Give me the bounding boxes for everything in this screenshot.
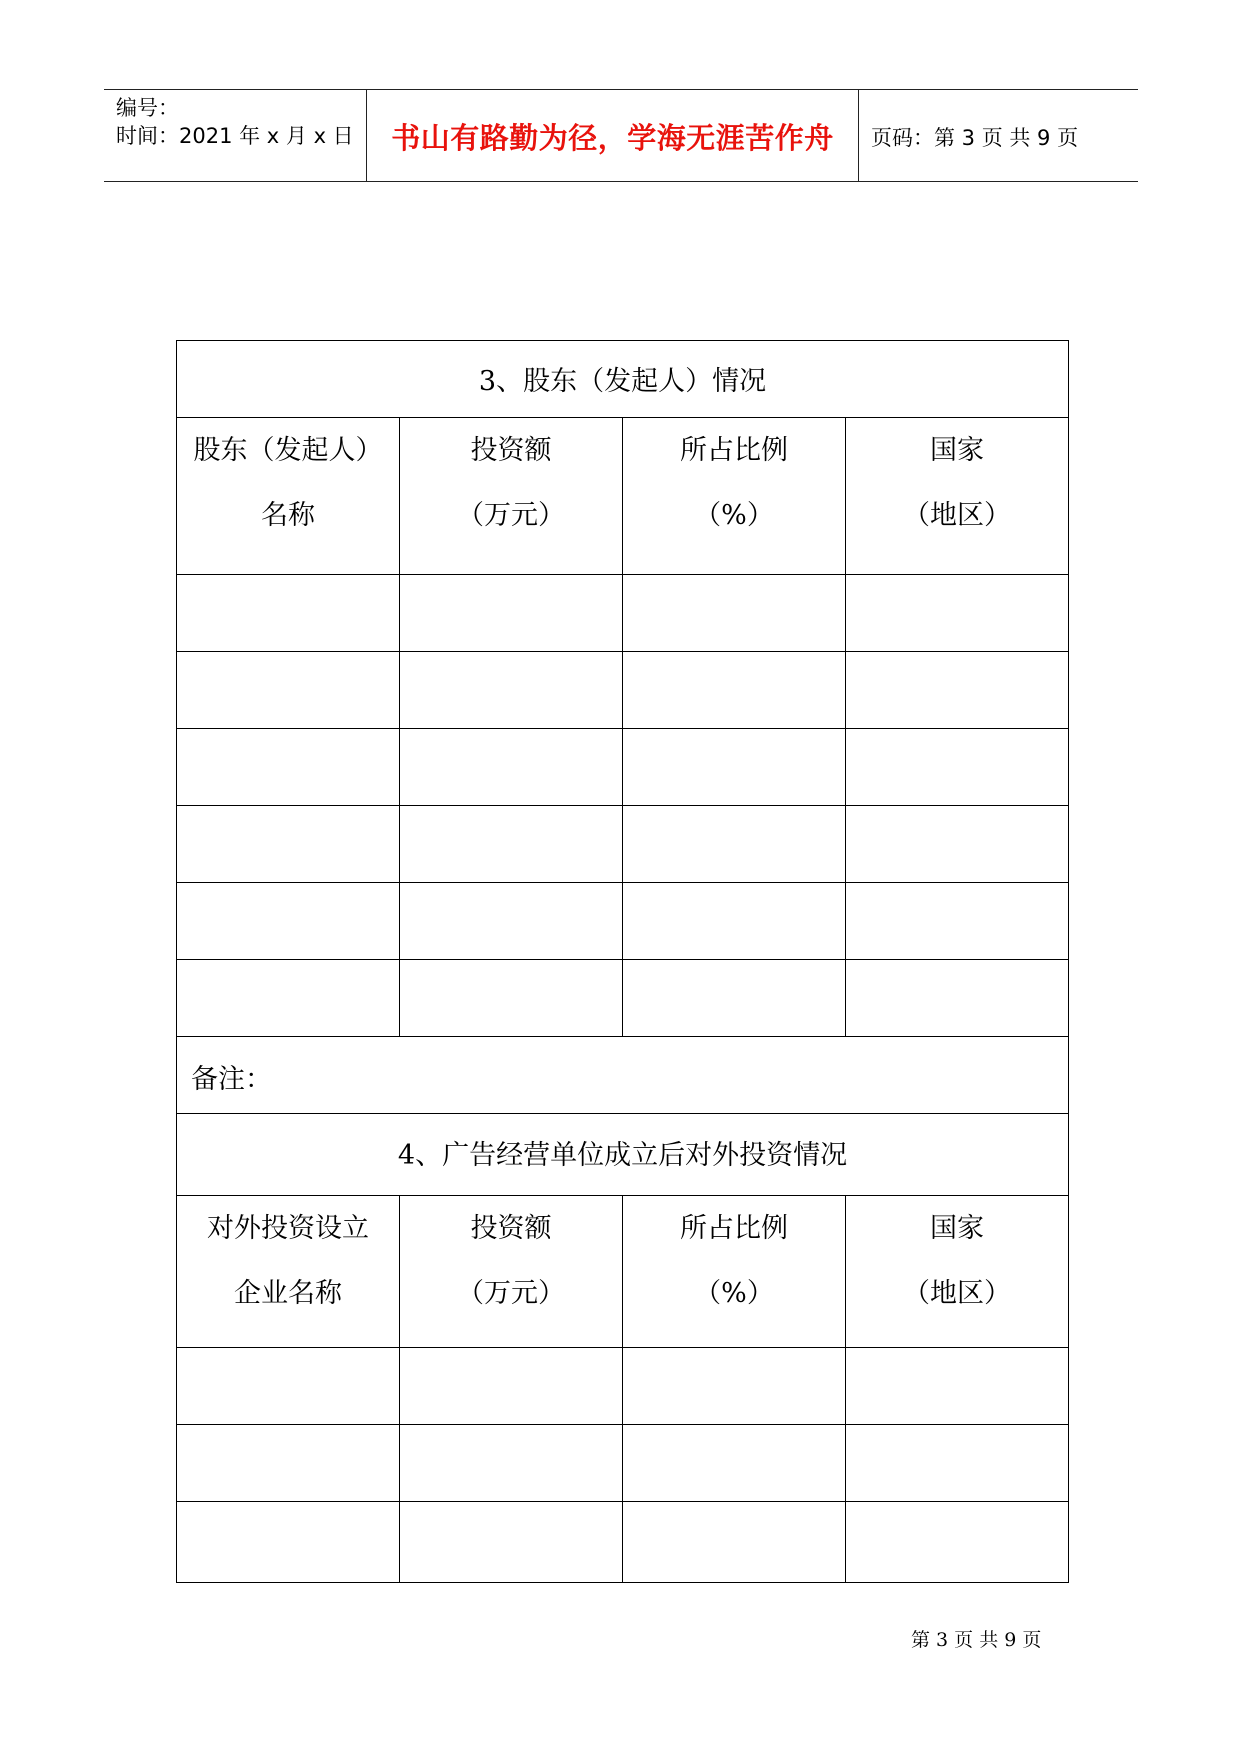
header-line: （地区） xyxy=(903,500,1011,531)
header-line: 所占比例 xyxy=(680,1213,788,1244)
remark-label: 备注： xyxy=(191,1064,272,1095)
table-cell[interactable] xyxy=(846,1425,1068,1501)
section4-title: 4、广告经营单位成立后对外投资情况 xyxy=(397,1140,848,1171)
table-cell[interactable] xyxy=(846,806,1068,882)
header-line: （万元） xyxy=(457,1278,565,1309)
table-cell[interactable] xyxy=(177,1502,400,1582)
header-info-cell xyxy=(104,90,367,181)
section4-header-row xyxy=(177,1196,1068,1348)
table-cell[interactable] xyxy=(177,883,400,959)
table-cell[interactable] xyxy=(177,729,400,805)
header-line: （万元） xyxy=(457,500,565,531)
document-number-label: 编号： xyxy=(116,96,179,120)
header-line: 所占比例 xyxy=(680,435,788,466)
document-time-label: 时间：2021 年 x 月 x 日 xyxy=(116,124,354,148)
table-row xyxy=(177,575,1068,652)
table-cell[interactable] xyxy=(623,575,846,651)
table-cell[interactable] xyxy=(623,1502,846,1582)
section4-col-name-header xyxy=(177,1196,400,1347)
header-line: 对外投资设立 xyxy=(207,1213,369,1244)
table-cell[interactable] xyxy=(400,652,623,728)
table-cell[interactable] xyxy=(400,575,623,651)
section3-col-country-header xyxy=(846,418,1068,574)
section4-col-ratio-header xyxy=(623,1196,846,1347)
remark-row[interactable] xyxy=(177,1037,1068,1114)
table-cell[interactable] xyxy=(623,883,846,959)
table-cell[interactable] xyxy=(846,960,1068,1036)
header-line: 企业名称 xyxy=(234,1278,342,1309)
table-cell[interactable] xyxy=(623,1425,846,1501)
header-line: 股东（发起人） xyxy=(193,435,383,466)
table-row xyxy=(177,1502,1068,1582)
table-row xyxy=(177,729,1068,806)
header-line: 国家 xyxy=(930,435,984,466)
header-motto: 书山有路勤为径，学海无涯苦作舟 xyxy=(391,121,834,155)
section3-col-amount-header xyxy=(400,418,623,574)
page-footer: 第 3 页 共 9 页 xyxy=(911,1629,1042,1651)
section4-col-amount-header xyxy=(400,1196,623,1347)
table-cell[interactable] xyxy=(177,575,400,651)
table-cell[interactable] xyxy=(177,806,400,882)
table-cell[interactable] xyxy=(846,1502,1068,1582)
header-line: （地区） xyxy=(903,1278,1011,1309)
table-cell[interactable] xyxy=(400,806,623,882)
section3-title-row xyxy=(177,341,1068,418)
table-cell[interactable] xyxy=(623,1348,846,1424)
table-cell[interactable] xyxy=(846,883,1068,959)
header-page-cell xyxy=(859,90,1138,181)
table-cell[interactable] xyxy=(846,729,1068,805)
section3-title: 3、股东（发起人）情况 xyxy=(478,366,767,397)
table-cell[interactable] xyxy=(177,1348,400,1424)
table-cell[interactable] xyxy=(846,652,1068,728)
form-table xyxy=(176,340,1069,1583)
table-cell[interactable] xyxy=(846,575,1068,651)
header-line: （%） xyxy=(694,1278,774,1309)
table-row xyxy=(177,652,1068,729)
table-row xyxy=(177,960,1068,1037)
table-cell[interactable] xyxy=(623,960,846,1036)
table-cell[interactable] xyxy=(177,960,400,1036)
table-cell[interactable] xyxy=(400,960,623,1036)
table-row xyxy=(177,1348,1068,1425)
table-cell[interactable] xyxy=(177,1425,400,1501)
table-cell[interactable] xyxy=(400,1348,623,1424)
table-cell[interactable] xyxy=(400,729,623,805)
header-line: （%） xyxy=(694,500,774,531)
header-line: 国家 xyxy=(930,1213,984,1244)
section3-col-name-header xyxy=(177,418,400,574)
header-line: 投资额 xyxy=(470,435,552,466)
table-row xyxy=(177,883,1068,960)
section3-header-row xyxy=(177,418,1068,575)
table-cell[interactable] xyxy=(400,1425,623,1501)
page-header xyxy=(104,89,1138,182)
section4-title-row xyxy=(177,1114,1068,1196)
table-cell[interactable] xyxy=(400,883,623,959)
header-page-code: 页码：第 3 页 共 9 页 xyxy=(871,126,1079,150)
table-cell[interactable] xyxy=(177,652,400,728)
header-line: 投资额 xyxy=(470,1213,552,1244)
section4-col-country-header xyxy=(846,1196,1068,1347)
table-cell[interactable] xyxy=(623,652,846,728)
table-cell[interactable] xyxy=(623,729,846,805)
section3-col-ratio-header xyxy=(623,418,846,574)
table-cell[interactable] xyxy=(846,1348,1068,1424)
table-cell[interactable] xyxy=(623,806,846,882)
header-line: 名称 xyxy=(261,500,315,531)
table-row xyxy=(177,1425,1068,1502)
table-row xyxy=(177,806,1068,883)
header-motto-cell xyxy=(367,90,859,181)
table-cell[interactable] xyxy=(400,1502,623,1582)
